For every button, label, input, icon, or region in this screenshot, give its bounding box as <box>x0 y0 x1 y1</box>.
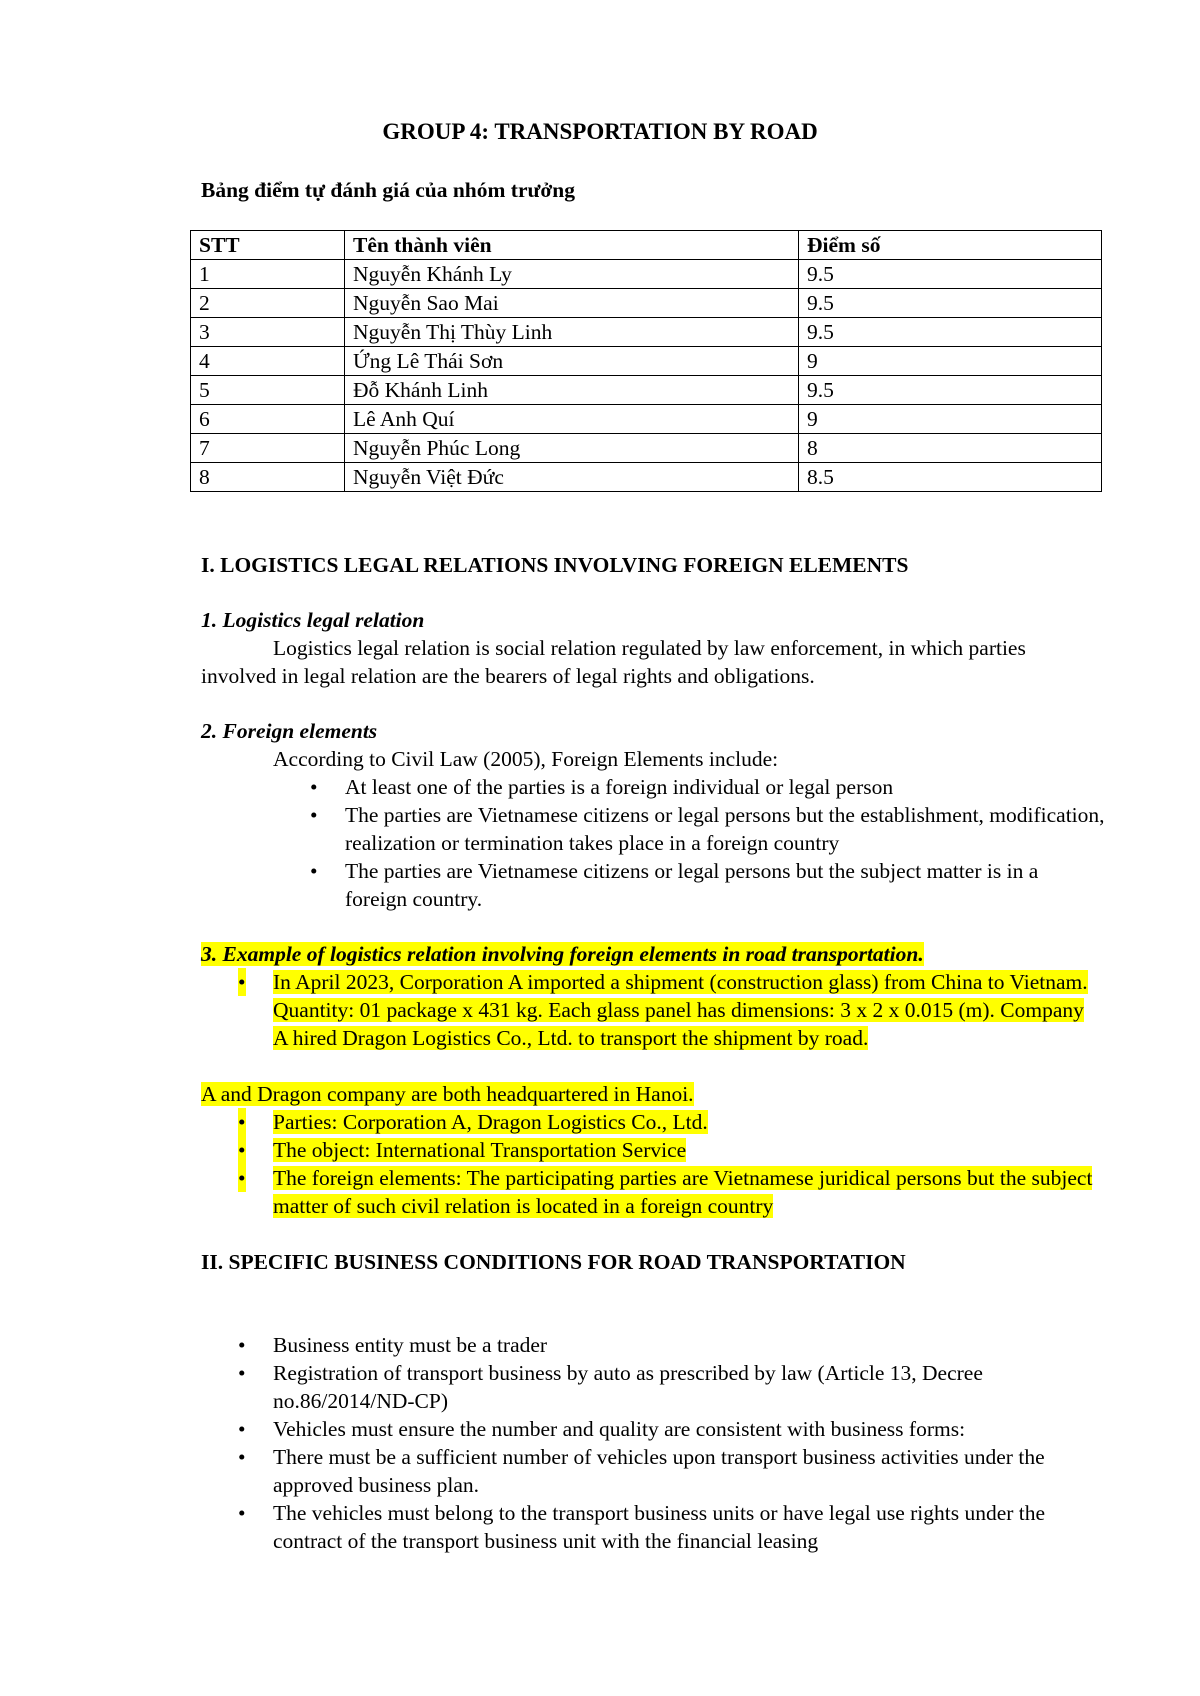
bullet-icon: • <box>238 1110 246 1134</box>
cell-stt: 1 <box>191 260 345 289</box>
bullet-icon: • <box>238 1361 246 1385</box>
cell-score: 8.5 <box>799 463 1102 492</box>
example-details-list <box>238 1108 1103 1220</box>
list-item: • The parties are Vietnamese citizens or legal persons but the establishment, modification, realization or termination takes place in a foreign country <box>310 803 1105 855</box>
cell-name: Nguyễn Việt Đức <box>345 463 799 492</box>
bullet-icon: • <box>238 1501 246 1525</box>
bullet-icon: • <box>238 970 246 994</box>
cell-name: Lê Anh Quí <box>345 405 799 434</box>
header-stt: STT <box>191 231 345 260</box>
bullet-icon: • <box>238 1138 246 1162</box>
score-table-caption: Bảng điểm tự đánh giá của nhóm trưởng <box>201 178 576 202</box>
list-item: • There must be a sufficient number of vehicles upon transport business activities under the approved business plan. <box>238 1445 1045 1497</box>
list-item: • The foreign elements: The participating parties are Vietnamese juridical persons but the subject matter of such civil relation is located in a foreign country <box>238 1166 1093 1218</box>
subsection-1-1-text: Logistics legal relation is social relation regulated by law enforcement, in which parties involved in legal relation are the bearers of legal rights and obligations. <box>201 636 1026 688</box>
cell-name: Nguyễn Thị Thùy Linh <box>345 318 799 347</box>
table-row <box>191 376 1102 405</box>
subsection-1-1-title: 1. Logistics legal relation <box>201 608 425 632</box>
cell-score: 9 <box>799 347 1102 376</box>
list-item: • In April 2023, Corporation A imported a shipment (construction glass) from China to Vietnam. Quantity: 01 package x 431 kg. Each glass panel has dimensions: 3 x 2 x 0.015 (m). Company A hired Dragon Logistics Co., Ltd. to transport the shipment by road. <box>238 970 1088 1050</box>
cell-score: 9.5 <box>799 376 1102 405</box>
section-1-heading: I. LOGISTICS LEGAL RELATIONS INVOLVING FOREIGN ELEMENTS <box>201 553 909 577</box>
cell-stt: 3 <box>191 318 345 347</box>
cell-name: Ứng Lê Thái Sơn <box>345 347 799 376</box>
foreign-elements-list <box>310 773 1105 913</box>
bullet-icon: • <box>310 775 318 799</box>
bullet-icon: • <box>238 1417 246 1441</box>
table-row <box>191 347 1102 376</box>
section-2-heading: II. SPECIFIC BUSINESS CONDITIONS FOR ROAD TRANSPORTATION <box>201 1250 906 1274</box>
cell-name: Đỗ Khánh Linh <box>345 376 799 405</box>
table-row <box>191 463 1102 492</box>
cell-name: Nguyễn Phúc Long <box>345 434 799 463</box>
example-note: A and Dragon company are both headquartered in Hanoi. <box>201 1082 694 1106</box>
subsection-1-3-title: 3. Example of logistics relation involving foreign elements in road transportation. <box>201 942 924 966</box>
business-conditions-list <box>238 1331 1103 1555</box>
cell-score: 9.5 <box>799 289 1102 318</box>
list-item: • At least one of the parties is a foreign individual or legal person <box>310 775 894 799</box>
bullet-icon: • <box>310 859 318 883</box>
cell-score: 8 <box>799 434 1102 463</box>
header-member-name: Tên thành viên <box>345 231 799 260</box>
list-item: • Vehicles must ensure the number and quality are consistent with business forms: <box>238 1417 966 1441</box>
table-header-row <box>191 231 1102 260</box>
header-score: Điểm số <box>799 231 1102 260</box>
cell-name: Nguyễn Khánh Ly <box>345 260 799 289</box>
list-item: • Business entity must be a trader <box>238 1333 548 1357</box>
subsection-1-2-title: 2. Foreign elements <box>201 719 378 743</box>
cell-name: Nguyễn Sao Mai <box>345 289 799 318</box>
cell-stt: 5 <box>191 376 345 405</box>
table-row <box>191 289 1102 318</box>
cell-score: 9 <box>799 405 1102 434</box>
example-list <box>238 968 1103 1052</box>
list-item: • The object: International Transportation Service <box>238 1138 687 1162</box>
table-row <box>191 434 1102 463</box>
bullet-icon: • <box>238 1333 246 1357</box>
list-item: • Parties: Corporation A, Dragon Logistics Co., Ltd. <box>238 1110 708 1134</box>
bullet-icon: • <box>310 803 318 827</box>
cell-stt: 4 <box>191 347 345 376</box>
cell-score: 9.5 <box>799 260 1102 289</box>
document-title: GROUP 4: TRANSPORTATION BY ROAD <box>382 119 818 144</box>
cell-stt: 2 <box>191 289 345 318</box>
cell-score: 9.5 <box>799 318 1102 347</box>
table-row <box>191 318 1102 347</box>
bullet-icon: • <box>238 1445 246 1469</box>
bullet-icon: • <box>238 1166 246 1190</box>
table-row <box>191 260 1102 289</box>
table-row <box>191 405 1102 434</box>
score-table <box>190 230 1102 492</box>
cell-stt: 7 <box>191 434 345 463</box>
list-item: • Registration of transport business by auto as prescribed by law (Article 13, Decree no.86/2014/ND-CP) <box>238 1361 983 1413</box>
cell-stt: 6 <box>191 405 345 434</box>
list-item: • The parties are Vietnamese citizens or legal persons but the subject matter is in a foreign country. <box>310 859 1039 911</box>
list-item: • The vehicles must belong to the transport business units or have legal use rights under the contract of the transport business unit with the financial leasing <box>238 1501 1046 1553</box>
subsection-1-2-intro: According to Civil Law (2005), Foreign Elements include: <box>273 747 779 771</box>
cell-stt: 8 <box>191 463 345 492</box>
